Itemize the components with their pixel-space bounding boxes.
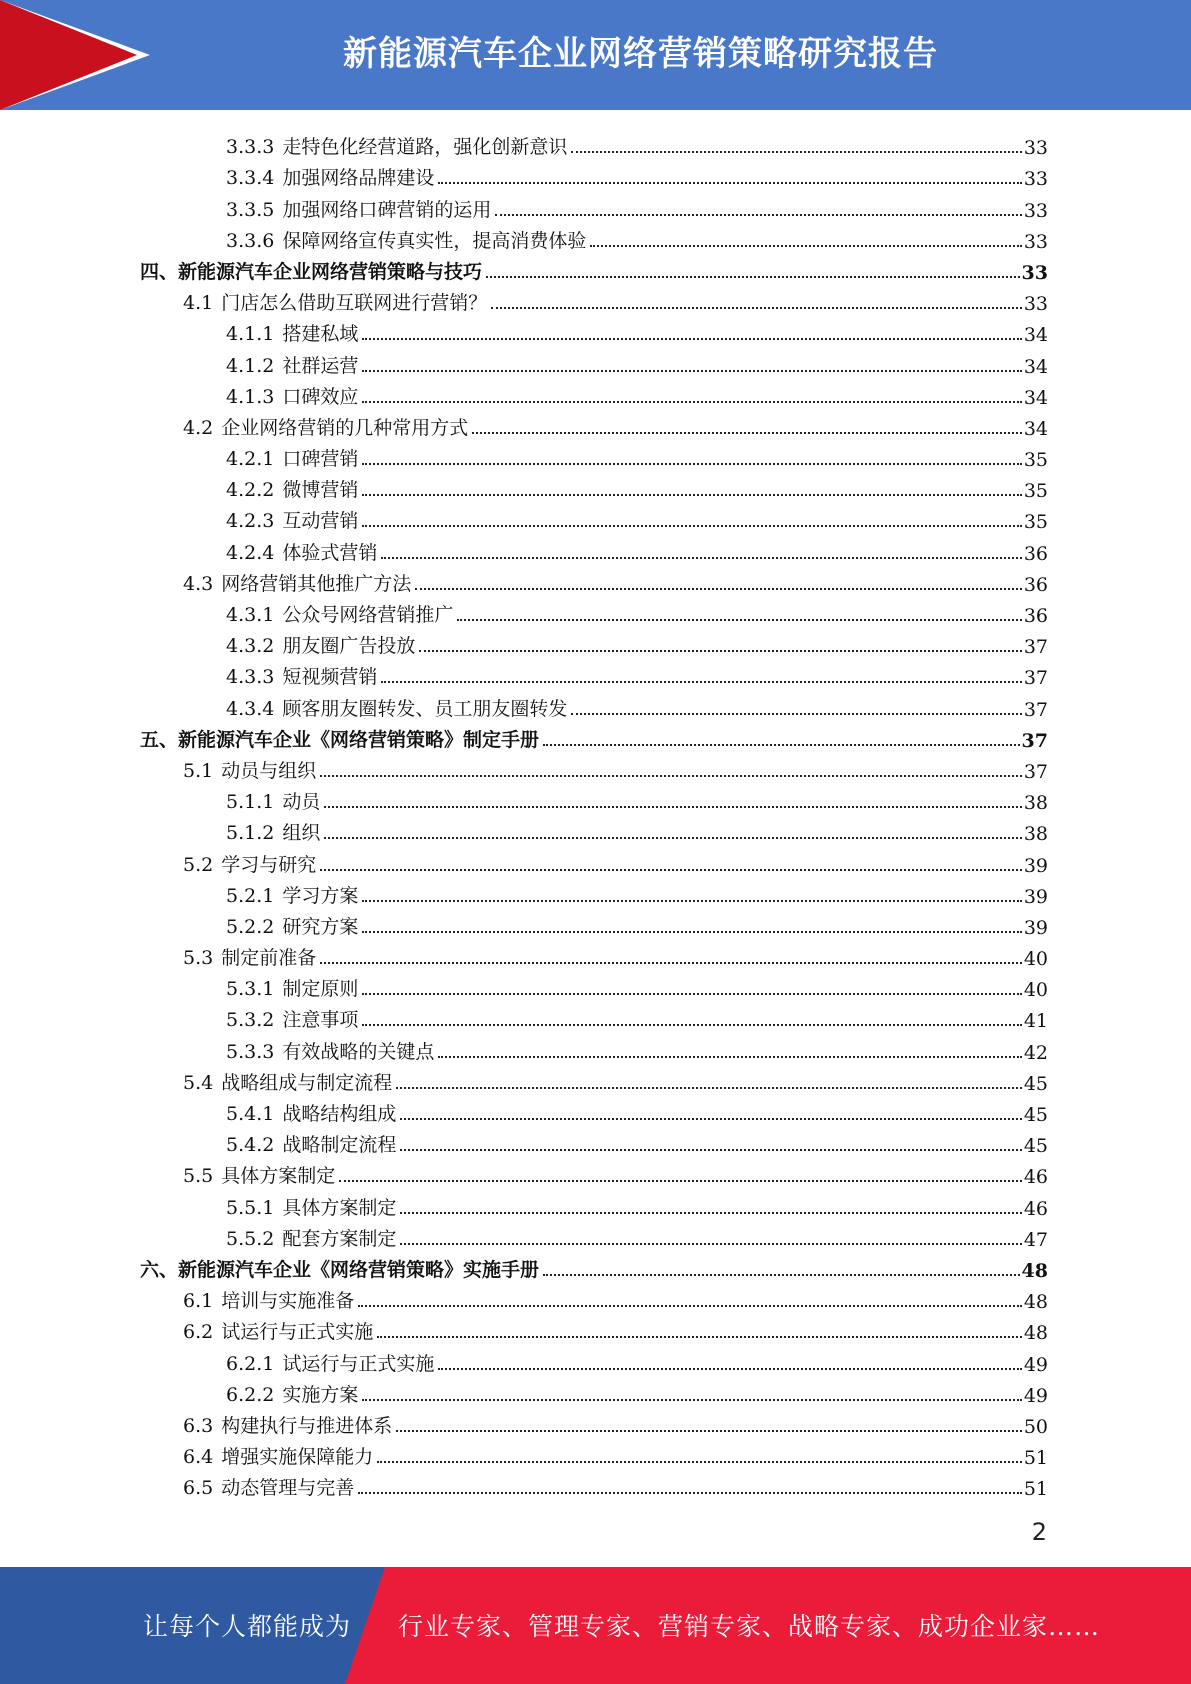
toc-entry-title: 加强网络品牌建设 bbox=[282, 167, 435, 190]
toc-entry-label bbox=[183, 756, 316, 783]
toc-entry-title: 研究方案 bbox=[282, 915, 359, 938]
toc-entry-page: 35 bbox=[1023, 511, 1048, 534]
page-footer bbox=[0, 1567, 1191, 1684]
toc-dot-leader bbox=[400, 1149, 1021, 1151]
toc-dot-leader bbox=[358, 1305, 1022, 1307]
toc-entry-label bbox=[140, 725, 539, 752]
table-of-contents bbox=[140, 128, 1048, 1500]
toc-entry-label bbox=[226, 382, 358, 409]
toc-entry[interactable] bbox=[140, 908, 1048, 939]
toc-entry-label bbox=[140, 257, 482, 284]
toc-entry-page: 51 bbox=[1023, 1478, 1048, 1501]
toc-entry[interactable] bbox=[140, 1469, 1048, 1500]
toc-entry-page: 42 bbox=[1023, 1041, 1048, 1064]
toc-entry[interactable] bbox=[140, 877, 1048, 908]
toc-entry-title: 公众号网络营销推广 bbox=[282, 604, 454, 626]
toc-entry-label bbox=[226, 444, 358, 471]
toc-entry-title: 战略结构组成 bbox=[282, 1103, 397, 1125]
toc-entry[interactable] bbox=[140, 253, 1048, 284]
toc-entry[interactable] bbox=[140, 409, 1048, 440]
toc-entry[interactable] bbox=[140, 1188, 1048, 1219]
toc-entry-label bbox=[226, 694, 567, 721]
toc-entry[interactable] bbox=[140, 1032, 1048, 1063]
toc-entry-page: 38 bbox=[1023, 823, 1048, 846]
toc-entry-number: 5.3 bbox=[183, 947, 214, 970]
toc-entry-title: 保障网络宣传真实性，提高消费体验 bbox=[282, 229, 587, 252]
toc-entry-number: 4.1.1 bbox=[226, 323, 275, 346]
toc-entry-title: 试运行与正式实施 bbox=[282, 1352, 435, 1375]
toc-entry-title: 制定前准备 bbox=[221, 947, 317, 970]
toc-entry-label bbox=[226, 163, 434, 190]
toc-dot-leader bbox=[320, 869, 1022, 871]
toc-dot-leader bbox=[543, 744, 1020, 746]
toc-entry-label bbox=[226, 475, 358, 502]
toc-entry-label bbox=[226, 195, 491, 222]
toc-dot-leader bbox=[377, 1461, 1022, 1463]
footer-slogan-left: 让每个人都能成为 bbox=[143, 1612, 352, 1641]
toc-dot-leader bbox=[472, 432, 1022, 434]
toc-entry[interactable] bbox=[140, 222, 1048, 253]
toc-entry-label bbox=[226, 132, 567, 159]
toc-entry-number: 5.5 bbox=[183, 1165, 214, 1188]
toc-entry-title: 注意事项 bbox=[282, 1009, 359, 1032]
toc-entry-number: 5.1.1 bbox=[226, 791, 275, 814]
toc-entry-title: 战略组成与制定流程 bbox=[221, 1071, 393, 1094]
toc-entry-title: 组织 bbox=[282, 822, 321, 845]
toc-dot-leader bbox=[362, 1399, 1021, 1401]
toc-entry[interactable] bbox=[140, 1344, 1048, 1375]
toc-dot-leader bbox=[543, 1274, 1020, 1276]
toc-entry-number: 3.3.6 bbox=[226, 229, 275, 252]
toc-entry-label bbox=[183, 1317, 373, 1344]
toc-dot-leader bbox=[381, 557, 1021, 559]
toc-dot-leader bbox=[324, 837, 1021, 839]
toc-entry-number: 4.3.1 bbox=[226, 604, 275, 626]
toc-entry-label bbox=[183, 1068, 392, 1095]
toc-entry-page: 40 bbox=[1023, 948, 1048, 971]
toc-entry-number: 4.3 bbox=[183, 572, 214, 595]
toc-entry[interactable] bbox=[140, 1157, 1048, 1188]
toc-entry-title: 具体方案制定 bbox=[282, 1196, 397, 1219]
toc-entry-number: 6.2.2 bbox=[226, 1383, 275, 1406]
toc-dot-leader bbox=[438, 1056, 1021, 1058]
toc-entry[interactable] bbox=[140, 1376, 1048, 1407]
toc-entry-title: 微博营销 bbox=[282, 479, 359, 502]
toc-dot-leader bbox=[400, 1243, 1021, 1245]
toc-entry-number: 6.1 bbox=[183, 1290, 214, 1313]
toc-entry-title: 五、新能源汽车企业《网络营销策略》制定手册 bbox=[140, 728, 540, 751]
toc-entry-number: 6.4 bbox=[183, 1446, 214, 1469]
toc-entry-label bbox=[183, 1411, 392, 1438]
toc-entry-page: 49 bbox=[1023, 1353, 1048, 1376]
toc-entry-page: 33 bbox=[1023, 199, 1048, 222]
toc-entry[interactable] bbox=[140, 1126, 1048, 1157]
toc-entry-page: 36 bbox=[1023, 605, 1048, 627]
toc-entry-number: 4.2.4 bbox=[226, 541, 275, 564]
toc-entry-number: 4.1 bbox=[183, 292, 214, 315]
toc-entry[interactable] bbox=[140, 1438, 1048, 1469]
toc-entry[interactable] bbox=[140, 752, 1048, 783]
toc-dot-leader bbox=[362, 370, 1021, 372]
arrow-shape-red bbox=[0, 0, 137, 110]
toc-entry-page: 45 bbox=[1023, 1104, 1048, 1126]
toc-entry-label bbox=[226, 538, 377, 565]
toc-entry-label bbox=[183, 1286, 354, 1313]
toc-dot-leader bbox=[320, 775, 1022, 777]
toc-entry-page: 48 bbox=[1023, 1322, 1048, 1345]
toc-entry-title: 短视频营销 bbox=[282, 666, 378, 689]
toc-entry-page: 48 bbox=[1021, 1259, 1048, 1282]
toc-entry-title: 六、新能源汽车企业《网络营销策略》实施手册 bbox=[140, 1258, 540, 1281]
toc-dot-leader bbox=[324, 806, 1021, 808]
toc-entry-number: 6.2 bbox=[183, 1321, 214, 1344]
toc-entry-page: 37 bbox=[1023, 667, 1048, 690]
toc-entry[interactable] bbox=[140, 440, 1048, 471]
toc-entry-title: 企业网络营销的几种常用方式 bbox=[221, 416, 469, 439]
toc-entry-page: 48 bbox=[1023, 1291, 1048, 1314]
toc-entry-number: 4.2 bbox=[183, 416, 214, 439]
toc-entry-title: 试运行与正式实施 bbox=[221, 1321, 374, 1344]
toc-entry-label bbox=[183, 1473, 354, 1500]
toc-entry-title: 互动营销 bbox=[282, 510, 359, 533]
toc-entry[interactable] bbox=[140, 346, 1048, 377]
toc-entry-title: 走特色化经营道路，强化创新意识 bbox=[282, 136, 568, 159]
toc-entry[interactable] bbox=[140, 845, 1048, 876]
toc-entry-title: 顾客朋友圈转发、员工朋友圈转发 bbox=[282, 697, 568, 720]
toc-entry-title: 增强实施保障能力 bbox=[221, 1446, 374, 1469]
toc-entry-page: 34 bbox=[1023, 324, 1048, 347]
toc-entry-title: 动员 bbox=[282, 791, 321, 814]
toc-entry-number: 3.3.5 bbox=[226, 198, 275, 221]
toc-entry[interactable] bbox=[140, 1251, 1048, 1282]
toc-entry-number: 5.3.1 bbox=[226, 978, 275, 1001]
toc-dot-leader bbox=[362, 494, 1021, 496]
toc-entry-number: 3.3.4 bbox=[226, 167, 275, 190]
toc-entry[interactable] bbox=[140, 1095, 1048, 1126]
toc-dot-leader bbox=[362, 931, 1021, 933]
toc-entry[interactable] bbox=[140, 378, 1048, 409]
toc-entry[interactable] bbox=[140, 159, 1048, 190]
toc-entry-title: 具体方案制定 bbox=[221, 1165, 336, 1188]
toc-entry-page: 35 bbox=[1023, 449, 1048, 472]
toc-entry-number: 5.4.2 bbox=[226, 1134, 275, 1157]
toc-entry-title: 学习与研究 bbox=[221, 853, 317, 876]
toc-entry-label bbox=[226, 818, 320, 845]
toc-dot-leader bbox=[339, 1180, 1022, 1182]
toc-entry[interactable] bbox=[140, 1064, 1048, 1095]
toc-entry-label bbox=[226, 506, 358, 533]
toc-entry-label bbox=[226, 1380, 358, 1407]
toc-entry-page: 33 bbox=[1023, 168, 1048, 191]
toc-entry-page: 50 bbox=[1023, 1415, 1048, 1438]
toc-dot-leader bbox=[396, 1430, 1022, 1432]
toc-entry-number: 5.3.2 bbox=[226, 1009, 275, 1032]
toc-entry-title: 口碑效应 bbox=[282, 385, 359, 408]
toc-entry-label bbox=[226, 600, 453, 627]
toc-dot-leader bbox=[400, 1212, 1021, 1214]
toc-entry-label bbox=[183, 569, 411, 596]
toc-dot-leader bbox=[491, 307, 1022, 309]
toc-entry-number: 4.2.1 bbox=[226, 448, 275, 471]
toc-entry-title: 构建执行与推进体系 bbox=[221, 1414, 393, 1437]
toc-entry-page: 36 bbox=[1023, 573, 1048, 596]
toc-entry-label bbox=[226, 974, 358, 1001]
toc-dot-leader bbox=[571, 151, 1021, 153]
toc-dot-leader bbox=[415, 588, 1022, 590]
toc-entry-label bbox=[226, 1037, 434, 1064]
toc-entry-label bbox=[226, 662, 377, 689]
toc-dot-leader bbox=[457, 619, 1021, 621]
toc-dot-leader bbox=[400, 1118, 1021, 1120]
toc-entry-page: 46 bbox=[1023, 1197, 1048, 1220]
toc-entry-title: 配套方案制定 bbox=[282, 1227, 397, 1250]
toc-entry[interactable] bbox=[140, 596, 1048, 627]
toc-entry-label bbox=[183, 943, 316, 970]
toc-entry-number: 4.3.3 bbox=[226, 666, 275, 689]
toc-entry-number: 5.4.1 bbox=[226, 1103, 275, 1125]
toc-entry-number: 5.5.1 bbox=[226, 1196, 275, 1219]
toc-entry-title: 培训与实施准备 bbox=[221, 1290, 355, 1313]
toc-entry-label bbox=[183, 413, 468, 440]
toc-entry-label bbox=[183, 1161, 335, 1188]
toc-entry[interactable] bbox=[140, 814, 1048, 845]
toc-entry[interactable] bbox=[140, 190, 1048, 221]
toc-entry-number: 4.2.3 bbox=[226, 510, 275, 533]
report-title: 新能源汽车企业网络营销策略研究报告 bbox=[343, 34, 938, 74]
toc-entry-title: 社群运营 bbox=[282, 354, 359, 377]
toc-entry-number: 4.2.2 bbox=[226, 479, 275, 502]
toc-dot-leader bbox=[438, 182, 1021, 184]
toc-entry-page: 39 bbox=[1023, 916, 1048, 939]
toc-dot-leader bbox=[362, 401, 1021, 403]
toc-entry-number: 6.5 bbox=[183, 1477, 214, 1500]
toc-entry-number: 5.1 bbox=[183, 759, 214, 782]
toc-entry[interactable] bbox=[140, 128, 1048, 159]
toc-entry-number: 5.2.2 bbox=[226, 915, 275, 938]
toc-entry-label bbox=[226, 1349, 434, 1376]
page-header bbox=[0, 0, 1191, 110]
toc-entry-label bbox=[226, 787, 320, 814]
toc-entry-label bbox=[226, 1130, 396, 1157]
toc-dot-leader bbox=[362, 993, 1021, 995]
toc-dot-leader bbox=[362, 525, 1021, 527]
toc-entry-page: 38 bbox=[1023, 792, 1048, 815]
toc-entry-page: 37 bbox=[1023, 636, 1048, 659]
toc-entry-label bbox=[226, 1099, 396, 1126]
toc-entry[interactable] bbox=[140, 627, 1048, 658]
toc-dot-leader bbox=[495, 214, 1021, 216]
toc-entry[interactable] bbox=[140, 1001, 1048, 1032]
toc-dot-leader bbox=[362, 338, 1021, 340]
toc-entry-page: 39 bbox=[1023, 885, 1048, 908]
toc-entry-page: 37 bbox=[1023, 698, 1048, 721]
toc-entry-page: 34 bbox=[1023, 355, 1048, 378]
toc-entry-number: 5.1.2 bbox=[226, 822, 275, 845]
toc-entry-label bbox=[226, 631, 415, 658]
toc-dot-leader bbox=[396, 1087, 1022, 1089]
toc-entry-title: 制定原则 bbox=[282, 978, 359, 1001]
toc-entry-page: 33 bbox=[1021, 261, 1048, 284]
toc-entry-number: 3.3.3 bbox=[226, 136, 275, 159]
toc-entry-page: 33 bbox=[1023, 293, 1048, 316]
toc-dot-leader bbox=[590, 245, 1021, 247]
toc-entry-label bbox=[226, 1005, 358, 1032]
toc-entry-page: 36 bbox=[1023, 542, 1048, 565]
toc-entry-page: 37 bbox=[1021, 729, 1048, 752]
toc-entry-page: 45 bbox=[1023, 1072, 1048, 1095]
toc-entry[interactable] bbox=[140, 533, 1048, 564]
footer-slogan-right: 行业专家、管理专家、营销专家、战略专家、成功企业家…… bbox=[398, 1612, 1101, 1641]
toc-entry-page: 46 bbox=[1023, 1166, 1048, 1189]
toc-entry-title: 门店怎么借助互联网进行营销？ bbox=[221, 292, 488, 315]
toc-entry-number: 5.4 bbox=[183, 1071, 214, 1094]
toc-entry[interactable] bbox=[140, 502, 1048, 533]
toc-entry-label bbox=[140, 1255, 539, 1282]
toc-entry-title: 动员与组织 bbox=[221, 759, 317, 782]
toc-entry-page: 34 bbox=[1023, 417, 1048, 440]
toc-entry-label bbox=[226, 881, 358, 908]
toc-entry-title: 学习方案 bbox=[282, 884, 359, 907]
toc-entry-title: 朋友圈广告投放 bbox=[282, 635, 416, 658]
toc-entry[interactable] bbox=[140, 689, 1048, 720]
toc-entry-title: 搭建私域 bbox=[282, 323, 359, 346]
toc-dot-leader bbox=[438, 1368, 1021, 1370]
toc-dot-leader bbox=[362, 463, 1021, 465]
toc-entry-number: 6.3 bbox=[183, 1414, 214, 1437]
toc-dot-leader bbox=[381, 681, 1021, 683]
toc-entry-label bbox=[226, 1224, 396, 1251]
toc-entry[interactable] bbox=[140, 721, 1048, 752]
toc-entry-number: 5.2 bbox=[183, 853, 214, 876]
toc-entry-label bbox=[226, 912, 358, 939]
toc-entry-title: 加强网络口碑营销的运用 bbox=[282, 198, 492, 221]
toc-entry-label bbox=[183, 1442, 373, 1469]
toc-entry-title: 动态管理与完善 bbox=[221, 1477, 355, 1500]
toc-entry-page: 51 bbox=[1023, 1447, 1048, 1470]
toc-entry-page: 47 bbox=[1023, 1228, 1048, 1251]
toc-dot-leader bbox=[377, 1336, 1022, 1338]
toc-dot-leader bbox=[362, 1024, 1021, 1026]
toc-entry[interactable] bbox=[140, 284, 1048, 315]
toc-entry[interactable] bbox=[140, 970, 1048, 1001]
toc-entry-title: 体验式营销 bbox=[282, 541, 378, 564]
toc-entry[interactable] bbox=[140, 1407, 1048, 1438]
toc-entry-title: 口碑营销 bbox=[282, 448, 359, 471]
toc-entry[interactable] bbox=[140, 1282, 1048, 1313]
toc-entry-number: 4.3.4 bbox=[226, 697, 275, 720]
toc-entry-label bbox=[183, 850, 316, 877]
toc-entry[interactable] bbox=[140, 939, 1048, 970]
toc-entry-page: 35 bbox=[1023, 480, 1048, 503]
toc-dot-leader bbox=[419, 650, 1021, 652]
toc-entry-number: 5.5.2 bbox=[226, 1227, 275, 1250]
toc-dot-leader bbox=[358, 1492, 1022, 1494]
toc-entry-title: 实施方案 bbox=[282, 1383, 359, 1406]
toc-entry[interactable] bbox=[140, 1220, 1048, 1251]
toc-dot-leader bbox=[486, 276, 1020, 278]
toc-entry-page: 33 bbox=[1023, 230, 1048, 253]
toc-entry-label bbox=[226, 226, 586, 253]
toc-entry[interactable] bbox=[140, 658, 1048, 689]
toc-entry-number: 4.3.2 bbox=[226, 635, 275, 658]
toc-entry-number: 6.2.1 bbox=[226, 1352, 275, 1375]
toc-entry[interactable] bbox=[140, 471, 1048, 502]
toc-entry[interactable] bbox=[140, 315, 1048, 346]
toc-entry[interactable] bbox=[140, 565, 1048, 596]
toc-dot-leader bbox=[320, 962, 1022, 964]
page-number: 2 bbox=[1031, 1518, 1047, 1546]
toc-entry-number: 4.1.3 bbox=[226, 385, 275, 408]
toc-entry-label bbox=[183, 288, 487, 315]
toc-dot-leader bbox=[571, 713, 1021, 715]
toc-entry-label bbox=[226, 319, 358, 346]
toc-entry-label bbox=[226, 1193, 396, 1220]
toc-entry-title: 四、新能源汽车企业网络营销策略与技巧 bbox=[140, 260, 483, 283]
toc-entry-number: 4.1.2 bbox=[226, 354, 275, 377]
toc-entry-number: 5.3.3 bbox=[226, 1040, 275, 1063]
toc-dot-leader bbox=[362, 900, 1021, 902]
toc-entry-page: 40 bbox=[1023, 979, 1048, 1002]
toc-entry-page: 34 bbox=[1023, 386, 1048, 409]
toc-entry-page: 37 bbox=[1023, 760, 1048, 783]
toc-entry-label bbox=[226, 351, 358, 378]
toc-entry-page: 33 bbox=[1023, 137, 1048, 160]
toc-entry[interactable] bbox=[140, 1313, 1048, 1344]
toc-entry-page: 41 bbox=[1023, 1010, 1048, 1033]
toc-entry-page: 39 bbox=[1023, 854, 1048, 877]
toc-entry-page: 49 bbox=[1023, 1384, 1048, 1407]
toc-entry-title: 战略制定流程 bbox=[282, 1134, 397, 1157]
toc-entry-title: 网络营销其他推广方法 bbox=[221, 572, 412, 595]
toc-entry-page: 45 bbox=[1023, 1135, 1048, 1158]
toc-entry-number: 5.2.1 bbox=[226, 884, 275, 907]
toc-entry[interactable] bbox=[140, 783, 1048, 814]
toc-entry-title: 有效战略的关键点 bbox=[282, 1040, 435, 1063]
